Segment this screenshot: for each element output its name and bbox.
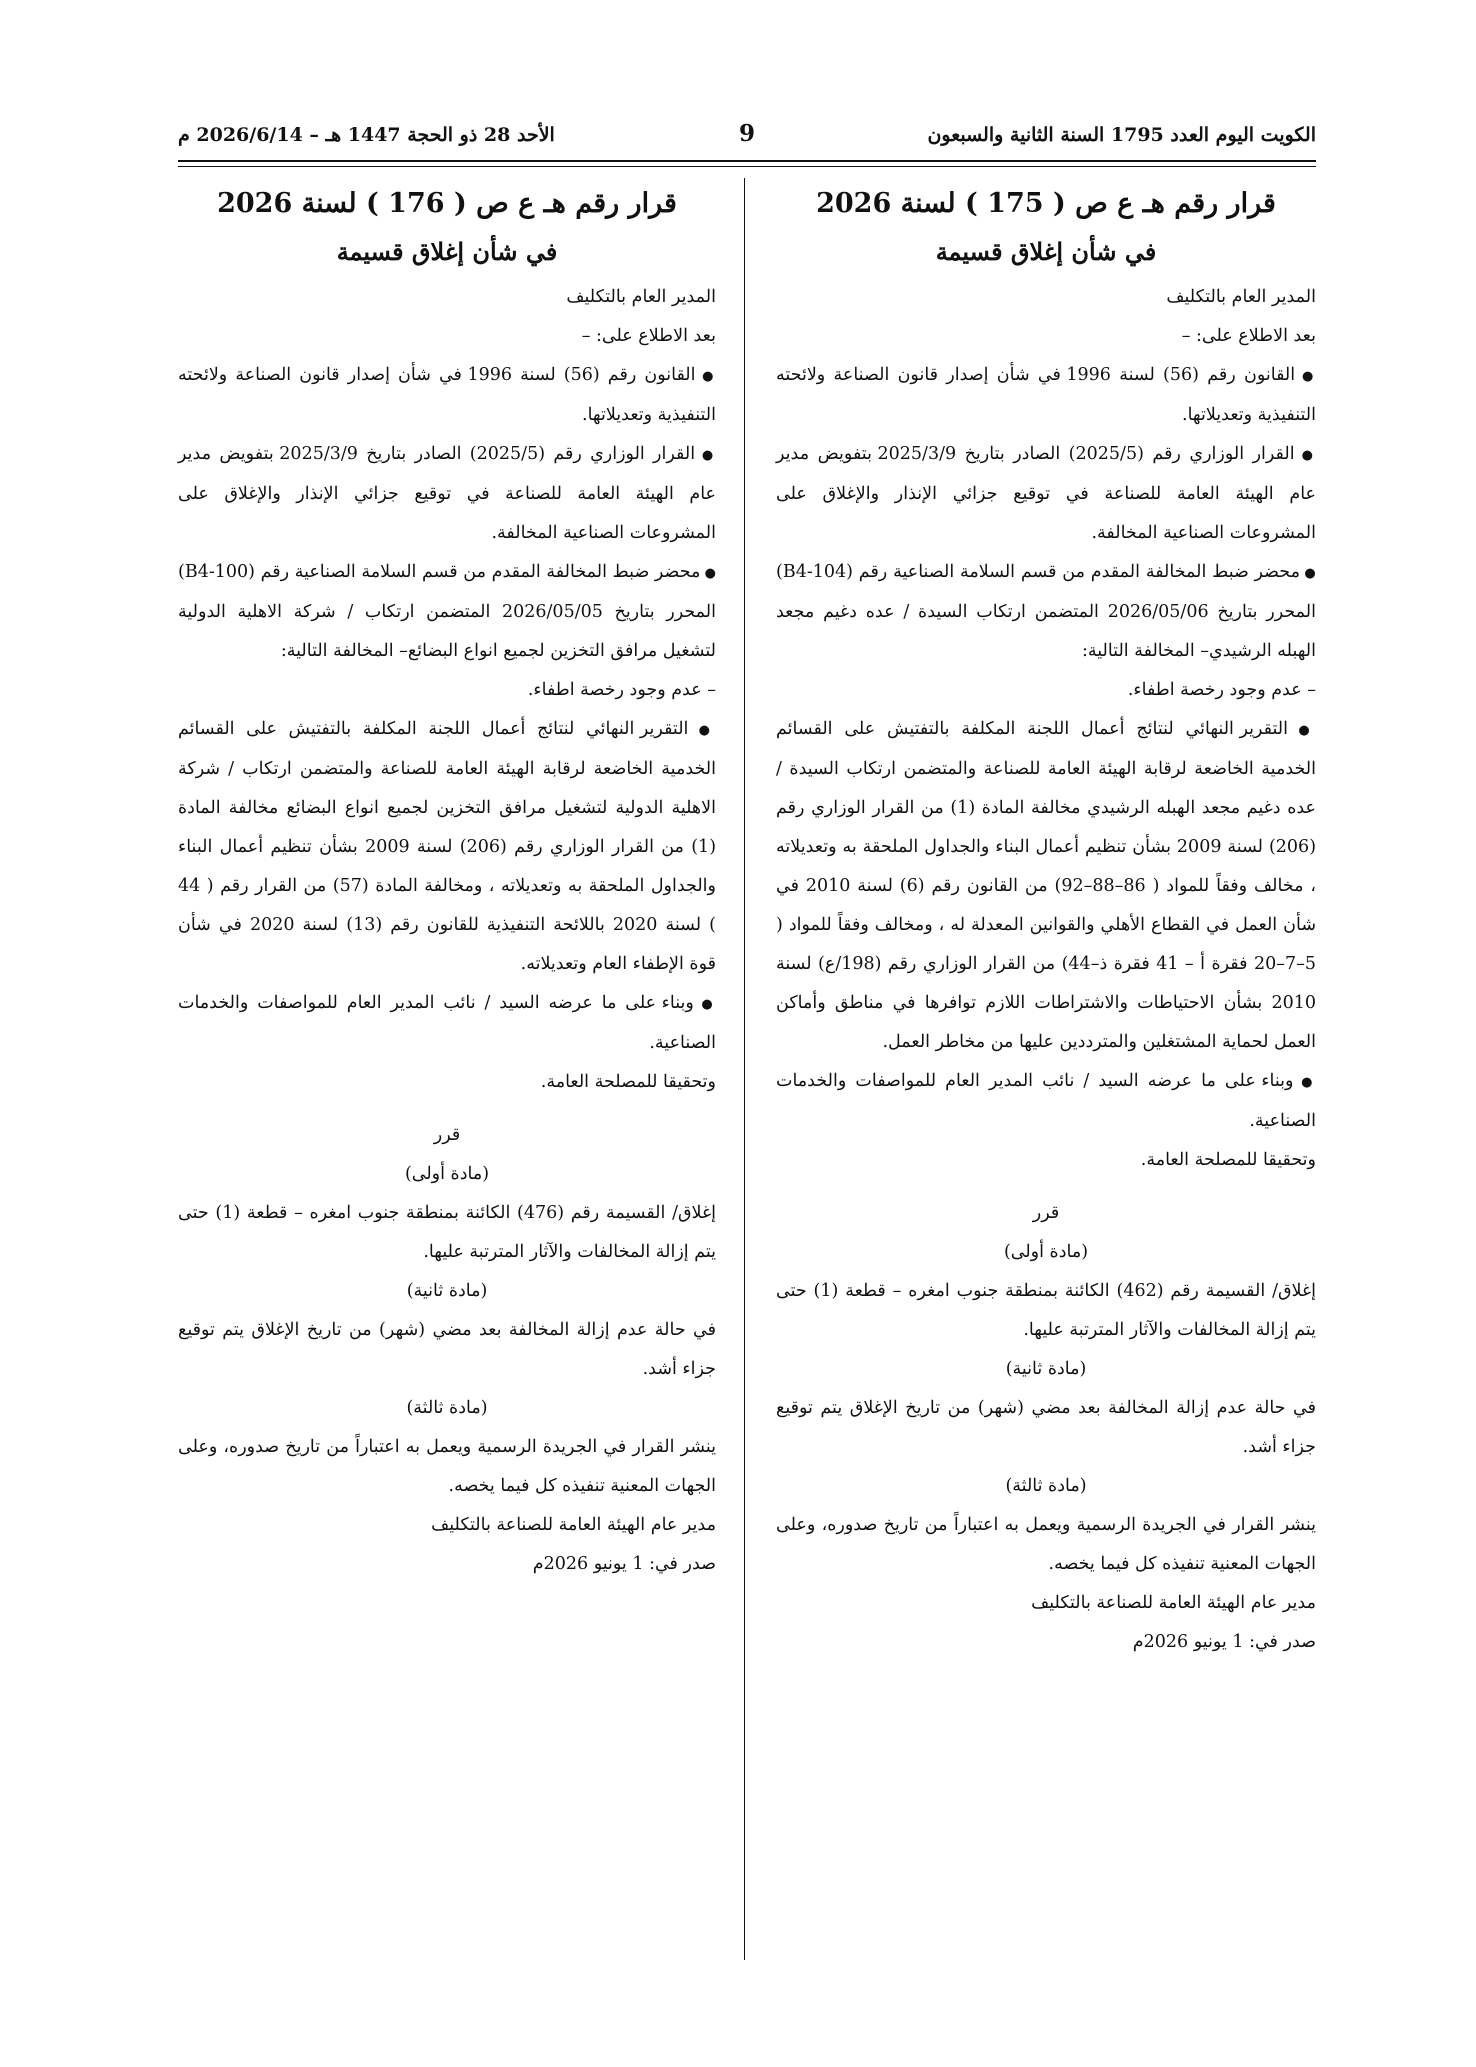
decision-title: قرار رقم هـ ع ص ( 175 ) لسنة 2026 xyxy=(816,188,1276,219)
reference-proposal: ● وبناء على ما عرضه السيد / نائب المدير العام للمواصفات والخدمات الصناعية. xyxy=(776,1062,1316,1141)
issuer-line: المدير العام بالتكليف xyxy=(566,287,716,307)
reference-final-report: ● التقرير النهائي لنتائج أعمال اللجنة المكلفة بالتفتيش على القسائم الخدمية الخاضعة لرقابة الهيئة العامة للصناعة والمتضمن ارتكاب السيدة / عده دغيم مجعد الهبله الرشيدي مخالفة المادة (1) من القرار الوزاري رقم (206) لسنة 2009 بشأن تنظيم أعمال البناء والجداول الملحقة به وتعديلاته ، مخالف وفقاً للمواد ( 86–88–92) من القانون رقم (6) لسنة 2010 في شأن العمل في القطاع الأهلي والقوانين المعدلة له ، ومخالف وفقاً للمواد ( 5–7–20 فقرة أ – 41 فقرة ذ–44) من القرار الوزاري رقم (198/ع) لسنة 2010 بشأن الاحتياطات والاشتراطات اللازم توافرها في مناطق وأماكن العمل لحماية المشتغلين والمترددين عليها من مخاطر العمل. xyxy=(776,710,1316,1062)
gazette-issue-info: الكويت اليوم العدد 1795 السنة الثانية والسبعون xyxy=(927,124,1316,146)
reference-violation-report: ● محضر ضبط المخالفة المقدم من قسم السلامة الصناعية رقم (B4-104) المحرر بتاريخ 2026/05/06 المتضمن ارتكاب السيدة / عده دغيم مجعد الهبله الرشيدي– المخالفة التالية: xyxy=(776,553,1316,671)
article-1-text: إغلاق/ القسيمة رقم (462) الكائنة بمنطقة جنوب امغره – قطعة (1) حتى يتم إزالة المخالفات والآثار المترتبة عليها. xyxy=(776,1281,1316,1340)
header-rule xyxy=(178,160,1316,162)
decision-subtitle: في شأن إغلاق قسيمة xyxy=(935,237,1157,266)
reference-ministerial-decision: ● القرار الوزاري رقم (2025/5) الصادر بتاريخ 2025/3/9 بتفويض مدير عام الهيئة العامة للصناعة في توقيع جزائي الإنذار والإغلاق على المشروعات الصناعية المخالفة. xyxy=(776,435,1316,553)
reference-violation-report: ● محضر ضبط المخالفة المقدم من قسم السلامة الصناعية رقم (B4-100) المحرر بتاريخ 2026/05/05 المتضمن ارتكاب / شركة الاهلية الدولية لتشغيل مرافق التخزين لجميع انواع البضائع– المخالفة التالية: xyxy=(178,553,716,671)
article-1-heading: (مادة أولى) xyxy=(1003,1242,1089,1262)
header-rule-thin xyxy=(178,166,1316,167)
preamble-line: بعد الاطلاع على: – xyxy=(581,326,716,346)
article-2-text: في حالة عدم إزالة المخالفة بعد مضي (شهر) من تاريخ الإغلاق يتم توقيع جزاء أشد. xyxy=(776,1398,1316,1457)
issue-date-line: صدر في: 1 يونيو 2026م xyxy=(532,1554,716,1574)
decided-heading: قرر xyxy=(1032,1203,1060,1223)
issue-date-line: صدر في: 1 يونيو 2026م xyxy=(1132,1632,1316,1652)
article-1-heading: (مادة أولى) xyxy=(404,1164,490,1184)
reference-law: ● القانون رقم (56) لسنة 1996 في شأن إصدار قانون الصناعة ولائحته التنفيذية وتعديلاتها. xyxy=(178,356,716,435)
article-3-heading: (مادة ثالثة) xyxy=(406,1398,488,1418)
signatory-title: مدير عام الهيئة العامة للصناعة بالتكليف xyxy=(1031,1593,1316,1613)
reference-proposal: ● وبناء على ما عرضه السيد / نائب المدير العام للمواصفات والخدمات الصناعية. xyxy=(178,984,716,1063)
page-number: 9 xyxy=(738,120,756,147)
decision-176-column xyxy=(178,180,716,1584)
public-interest-line: وتحقيقا للمصلحة العامة. xyxy=(1140,1150,1316,1170)
decision-title: قرار رقم هـ ع ص ( 176 ) لسنة 2026 xyxy=(217,188,677,219)
signatory-title: مدير عام الهيئة العامة للصناعة بالتكليف xyxy=(431,1515,716,1535)
reference-ministerial-decision: ● القرار الوزاري رقم (2025/5) الصادر بتاريخ 2025/3/9 بتفويض مدير عام الهيئة العامة للصناعة في توقيع جزائي الإنذار والإغلاق على المشروعات الصناعية المخالفة. xyxy=(178,435,716,553)
public-interest-line: وتحقيقا للمصلحة العامة. xyxy=(540,1072,716,1092)
decision-175-column xyxy=(776,180,1316,1662)
article-3-text: ينشر القرار في الجريدة الرسمية ويعمل به اعتباراً من تاريخ صدوره، وعلى الجهات المعنية تنفيذه كل فيما يخصه. xyxy=(178,1437,716,1496)
article-1-text: إغلاق/ القسيمة رقم (476) الكائنة بمنطقة جنوب امغره – قطعة (1) حتى يتم إزالة المخالفات والآثار المترتبة عليها. xyxy=(178,1203,717,1262)
article-2-heading: (مادة ثانية) xyxy=(1005,1359,1087,1379)
article-2-heading: (مادة ثانية) xyxy=(406,1281,488,1301)
issuer-line: المدير العام بالتكليف xyxy=(1166,287,1316,307)
reference-law: ● القانون رقم (56) لسنة 1996 في شأن إصدار قانون الصناعة ولائحته التنفيذية وتعديلاتها. xyxy=(776,356,1316,435)
violation-item: – عدم وجود رخصة اطفاء. xyxy=(1127,680,1316,700)
article-2-text: في حالة عدم إزالة المخالفة بعد مضي (شهر) من تاريخ الإغلاق يتم توقيع جزاء أشد. xyxy=(178,1320,716,1379)
decided-heading: قرر xyxy=(433,1125,461,1145)
decision-subtitle: في شأن إغلاق قسيمة xyxy=(336,237,558,266)
preamble-line: بعد الاطلاع على: – xyxy=(1181,326,1316,346)
page-header xyxy=(178,118,1316,158)
issue-date: الأحد 28 ذو الحجة 1447 هـ – 2026/6/14 م xyxy=(178,124,555,146)
reference-final-report: ● التقرير النهائي لنتائج أعمال اللجنة المكلفة بالتفتيش على القسائم الخدمية الخاضعة لرقابة الهيئة العامة للصناعة والمتضمن ارتكاب / شركة الاهلية الدولية لتشغيل مرافق التخزين لجميع انواع البضائع مخالفة المادة (1) من القرار الوزاري رقم (206) لسنة 2009 بشأن تنظيم أعمال البناء والجداول الملحقة به وتعديلاته ، ومخالفة المادة (57) من القرار رقم ( 44 ) لسنة 2020 باللائحة التنفيذية للقانون رقم (13) لسنة 2020 في شأن قوة الإطفاء العام وتعديلاته. xyxy=(178,710,716,984)
violation-item: – عدم وجود رخصة اطفاء. xyxy=(527,680,716,700)
article-3-text: ينشر القرار في الجريدة الرسمية ويعمل به اعتباراً من تاريخ صدوره، وعلى الجهات المعنية تنفيذه كل فيما يخصه. xyxy=(776,1515,1316,1574)
article-3-heading: (مادة ثالثة) xyxy=(1005,1476,1087,1496)
column-divider xyxy=(744,178,745,1960)
